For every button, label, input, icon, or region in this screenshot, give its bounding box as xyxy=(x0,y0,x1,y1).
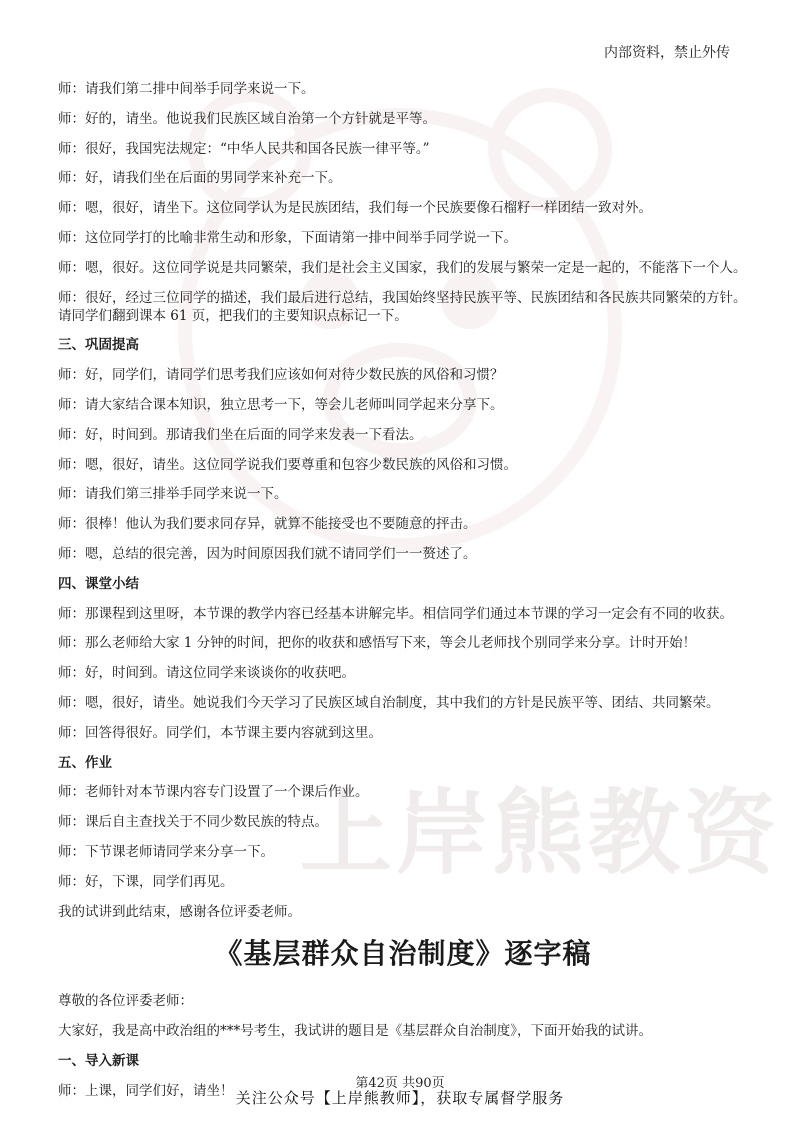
dialogue-line: 师：好，同学们，请同学们思考我们应该如何对待少数民族的风俗和习惯？ xyxy=(58,367,504,384)
section-title: 三、巩固提高 xyxy=(58,337,139,354)
dialogue-line: 师：这位同学打的比喻非常生动和形象，下面请第一排中间举手同学说一下。 xyxy=(58,229,517,246)
greeting-line: 尊敬的各位评委老师： xyxy=(58,993,193,1010)
footer-promo: 关注公众号【上岸熊教师】，获取专属督学服务 xyxy=(235,1089,565,1107)
dialogue-line: 师：嗯，总结的很完善，因为时间原因我们就不请同学们一一赘述了。 xyxy=(58,545,477,562)
dialogue-line: 师：好的，请坐。他说我们民族区域自治第一个方针就是平等。 xyxy=(58,110,436,127)
dialogue-line: 师：好，时间到。那请我们坐在后面的同学来发表一下看法。 xyxy=(58,426,423,443)
dialogue-line: 师：嗯，很好。这位同学说是共同繁荣，我们是社会主义国家，我们的发展与繁荣一定是一起的，不能落下一个人。 xyxy=(58,259,747,276)
dialogue-line: 师：嗯，很好，请坐。这位同学说我们要尊重和包容少数民族的风俗和习惯。 xyxy=(58,456,517,473)
dialogue-line: 师：嗯，很好，请坐下。这位同学认为是民族团结，我们每一个民族要像石榴籽一样团结一致对外。 xyxy=(58,200,652,217)
dialogue-line: 师：下节课老师请同学来分享一下。 xyxy=(58,843,274,860)
dialogue-line: 师：请我们第二排中间举手同学来说一下。 xyxy=(58,81,315,97)
section-title: 五、作业 xyxy=(58,754,112,771)
watermark-text: 上岸熊教资 xyxy=(300,780,781,887)
dialogue-line: 师：很棒！他认为我们要求同存异，就算不能接受也不要随意的抨击。 xyxy=(58,516,477,533)
dialogue-line: 师：好，下课，同学们再见。 xyxy=(58,873,234,890)
section-title: 一、导入新课 xyxy=(58,1052,139,1069)
dialogue-line: 师：很好，我国宪法规定：“中华人民共和国各民族一律平等。” xyxy=(58,140,430,157)
header-note: 内部资料，禁止外传 xyxy=(604,45,730,61)
dialogue-line: 师：好，时间到。请这位同学来谈谈你的收获吧。 xyxy=(58,665,355,682)
dialogue-line: 师：那课程到这里呀，本节课的教学内容已经基本讲解完毕。相信同学们通过本节课的学习一定会有不同的收获。 xyxy=(58,605,733,622)
dialogue-line: 师：请大家结合课本知识，独立思考一下，等会儿老师叫同学起来分享下。 xyxy=(58,396,504,413)
document-title: 《基层群众自治制度》逐字稿 xyxy=(214,937,592,971)
dialogue-line: 师：回答得很好。同学们，本节课主要内容就到这里。 xyxy=(58,724,382,741)
dialogue-line: 师：上课，同学们好，请坐！ xyxy=(58,1082,234,1099)
dialogue-line: 师：那么老师给大家 1 分钟的时间，把你的收获和感悟写下来，等会儿老师找个别同学来分享。计时开始！ xyxy=(58,635,697,652)
dialogue-line: 师：老师针对本节课内容专门设置了一个课后作业。 xyxy=(58,784,369,801)
dialogue-line: 师：很好，经过三位同学的描述，我们最后进行总结，我国始终坚持民族平等、民族团结和各民族共同繁荣的方针。请同学们翻到课本 61 页，把我们的主要知识点标记一下。 xyxy=(58,289,747,324)
section-title: 四、课堂小结 xyxy=(58,575,139,592)
closing-line: 我的试讲到此结束，感谢各位评委老师。 xyxy=(58,903,301,920)
intro-line: 大家好，我是高中政治组的***号考生，我试讲的题目是《基层群众自治制度》，下面开始我的试讲。 xyxy=(58,1023,652,1040)
document-body xyxy=(58,80,748,1112)
page-number: 第42页 共90页 xyxy=(355,1076,445,1091)
dialogue-line: 师：请我们第三排举手同学来说一下。 xyxy=(58,486,288,503)
dialogue-line: 师：嗯，很好，请坐。她说我们今天学习了民族区域自治制度，其中我们的方针是民族平等、团结、共同繁荣。 xyxy=(58,694,720,711)
dialogue-line: 师：好，请我们坐在后面的男同学来补充一下。 xyxy=(58,170,342,187)
dialogue-line: 师：课后自主查找关于不同少数民族的特点。 xyxy=(58,814,328,831)
